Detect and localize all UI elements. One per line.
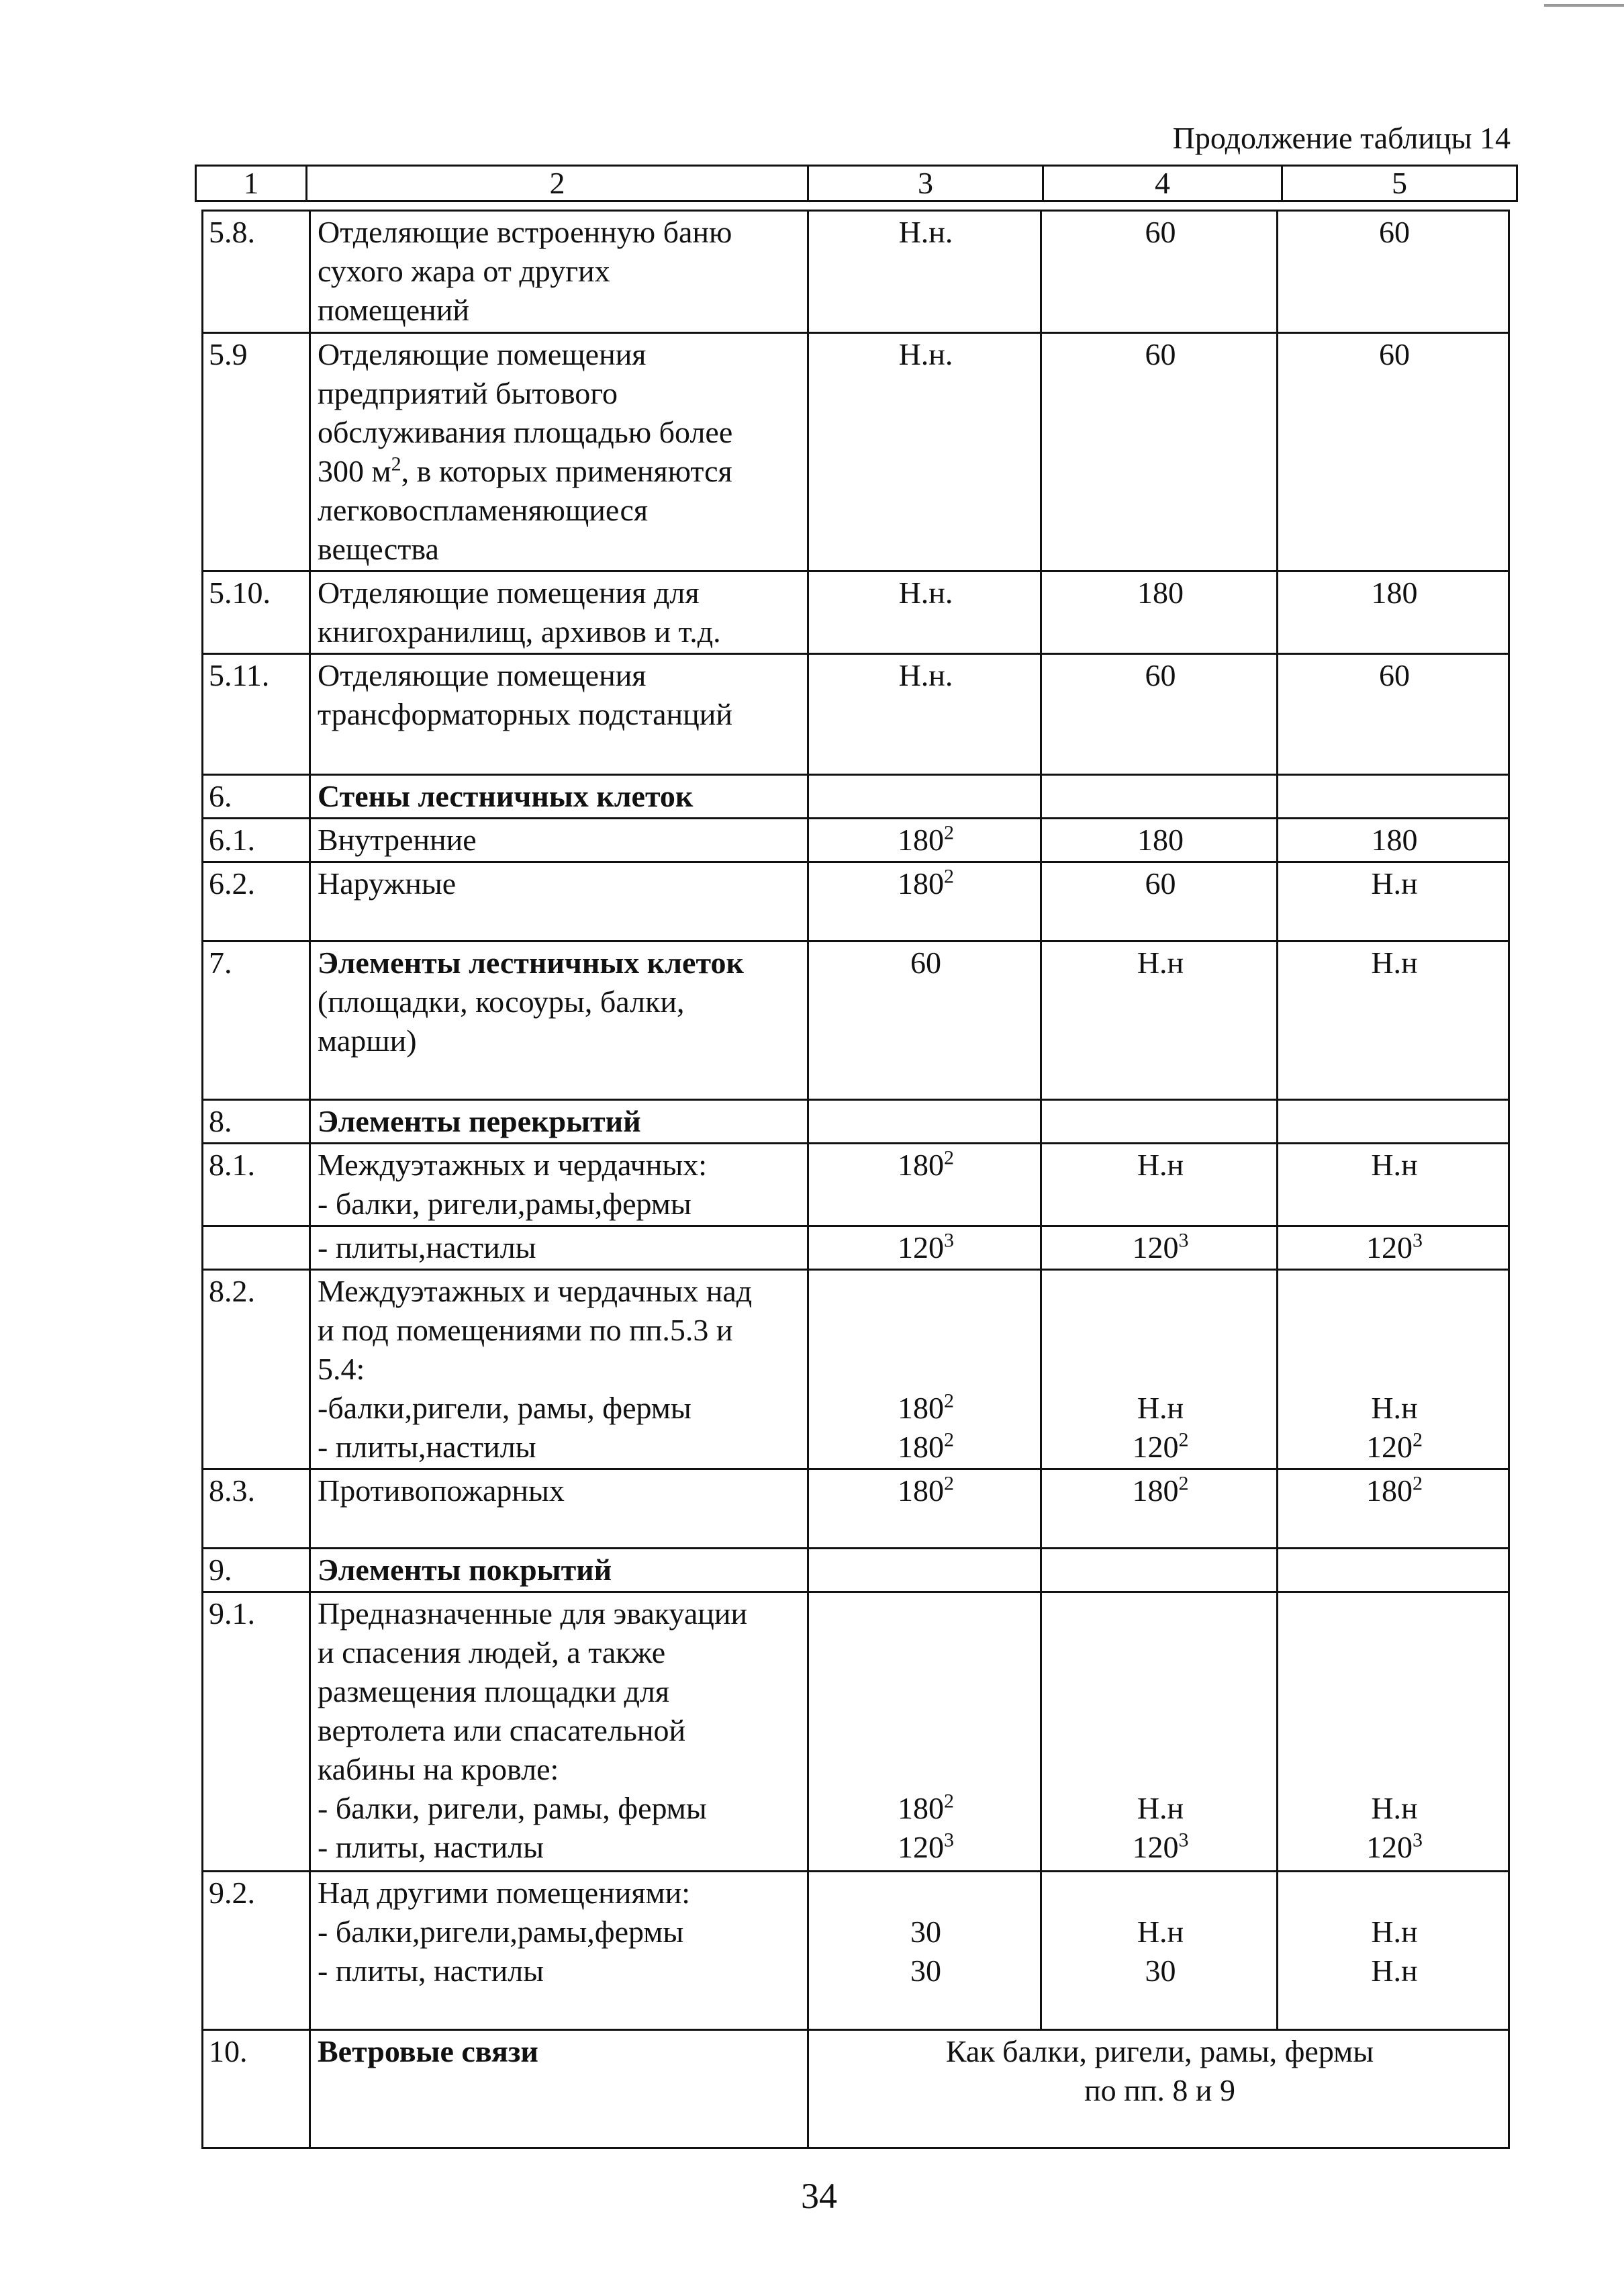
row-number [203, 1226, 310, 1270]
value-line: Н.н [1371, 1954, 1418, 1988]
description-line: Предназначенные для эвакуации [318, 1596, 748, 1631]
value-line: $180^2$ [898, 865, 954, 901]
value-line [1049, 1874, 1272, 1913]
value-line: $180^2$ [1366, 1472, 1423, 1508]
value-c5 [1278, 1469, 1509, 1549]
value-line: $120^2$ [1132, 1428, 1189, 1464]
value-line: 180 [1137, 823, 1184, 857]
table-row [203, 1144, 1509, 1226]
value-c5 [1278, 1270, 1509, 1469]
merged-value-line: по пп. 8 и 9 [1084, 2073, 1235, 2107]
value-c4 [1041, 775, 1278, 819]
value-c4 [1041, 333, 1278, 571]
row-description [310, 775, 808, 819]
row-number: 8.3. [203, 1469, 310, 1549]
table-row [203, 942, 1509, 1100]
row-description: Ветровые связи [310, 2030, 808, 2148]
description-line: - плиты, настилы [318, 1954, 544, 1988]
value-line: Н.н. [898, 658, 953, 692]
row-number: 9. [203, 1549, 310, 1592]
value-line: $120^3$ [1366, 1229, 1423, 1265]
header-col-4: 4 [1043, 166, 1282, 201]
value-line [1049, 1311, 1272, 1350]
value-line: $120^2$ [1366, 1428, 1423, 1464]
description-line: Противопожарных [318, 1473, 565, 1508]
value-line [1049, 1594, 1272, 1633]
value-c5 [1278, 775, 1509, 819]
value-line: 60 [1145, 215, 1176, 249]
value-c4 [1041, 942, 1278, 1100]
description-line: - плиты,настилы [318, 1430, 536, 1464]
value-line [816, 1750, 1036, 1789]
value-c4 [1041, 571, 1278, 654]
value-c4 [1041, 1144, 1278, 1226]
description-line: - балки, ригели, рамы, фермы [318, 1791, 707, 1825]
row-number: 8. [203, 1100, 310, 1144]
value-line: Н.н. [898, 337, 953, 371]
value-line [1049, 1750, 1272, 1789]
page-number: 34 [801, 2176, 837, 2216]
value-line: 60 [1379, 337, 1410, 371]
value-line [1049, 1272, 1272, 1311]
description-line: Междуэтажных и чердачных: [318, 1148, 708, 1182]
value-c3 [808, 333, 1041, 571]
description-line: Отделяющие помещения для [318, 576, 700, 610]
value-line: $120^3$ [898, 1829, 954, 1864]
description-line: марши) [318, 1023, 417, 1058]
description-line: Отделяющие встроенную баню [318, 215, 732, 249]
value-line [816, 1594, 1036, 1633]
row-description [310, 1144, 808, 1226]
value-line: Н.н. [898, 215, 953, 249]
value-c3 [808, 211, 1041, 333]
row-description [310, 1100, 808, 1144]
description-line: помещений [318, 293, 469, 327]
value-c3 [808, 1549, 1041, 1592]
fire-resistance-table [201, 210, 1510, 2149]
row-number: 5.11. [203, 654, 310, 775]
value-c5 [1278, 819, 1509, 862]
value-line [1049, 1711, 1272, 1750]
table-row [203, 1872, 1509, 2030]
value-line: $180^2$ [898, 1472, 954, 1508]
value-line: 180 [1371, 823, 1418, 857]
value-c5 [1278, 1144, 1509, 1226]
value-line: $120^3$ [1132, 1229, 1189, 1265]
value-c5 [1278, 1100, 1509, 1144]
table-row [203, 2030, 1509, 2148]
row-number: 8.2. [203, 1270, 310, 1469]
description-line: - плиты,настилы [318, 1230, 536, 1265]
value-line: $180^2$ [898, 1389, 954, 1425]
value-line: $180^2$ [898, 1428, 954, 1464]
description-line: Наружные [318, 866, 457, 901]
description-line: Элементы покрытий [318, 1553, 612, 1587]
description-line: и спасения людей, а также [318, 1635, 666, 1669]
value-line [1285, 1633, 1504, 1672]
row-number: 9.1. [203, 1592, 310, 1872]
table-row [203, 775, 1509, 819]
table-row [203, 654, 1509, 775]
value-c4 [1041, 1226, 1278, 1270]
value-c3 [808, 1226, 1041, 1270]
value-line: 30 [910, 1954, 941, 1988]
value-line: $180^2$ [898, 1790, 954, 1825]
value-line [816, 1551, 1036, 1590]
description-line: кабины на кровле: [318, 1752, 559, 1786]
header-col-3: 3 [808, 166, 1043, 201]
description-line: Внутренние [318, 823, 477, 857]
value-c3 [808, 571, 1041, 654]
value-line: Н.н [1371, 1148, 1418, 1182]
value-line [1285, 1551, 1504, 1590]
description-line: и под помещениями по пп.5.3 и [318, 1313, 733, 1347]
header-col-1: 1 [196, 166, 307, 201]
description-line: Отделяющие помещения [318, 337, 647, 371]
value-line: 60 [1145, 658, 1176, 692]
value-c5 [1278, 1549, 1509, 1592]
table-row [203, 333, 1509, 571]
value-line: $180^2$ [1132, 1472, 1189, 1508]
value-c4 [1041, 1872, 1278, 2030]
value-line: Н.н [1371, 1791, 1418, 1825]
value-line [816, 1633, 1036, 1672]
value-c3 [808, 775, 1041, 819]
row-description [310, 819, 808, 862]
value-c3 [808, 942, 1041, 1100]
value-line [816, 1711, 1036, 1750]
value-line: 60 [1379, 215, 1410, 249]
value-c3 [808, 862, 1041, 942]
description-line: вещества [318, 532, 439, 566]
value-c5 [1278, 1226, 1509, 1270]
row-description [310, 1226, 808, 1270]
value-line: $120^3$ [898, 1229, 954, 1265]
value-line: Н.н [1371, 1915, 1418, 1949]
table-row [203, 1469, 1509, 1549]
description-line: 5.4: [318, 1352, 365, 1386]
row-number: 5.9 [203, 333, 310, 571]
value-line: Н.н [1137, 946, 1184, 980]
row-description [310, 333, 808, 571]
row-number: 6.1. [203, 819, 310, 862]
row-description [310, 862, 808, 942]
value-c5 [1278, 1872, 1509, 2030]
column-number-header [195, 165, 1518, 202]
value-line: 180 [1371, 576, 1418, 610]
value-line [1285, 1311, 1504, 1350]
value-c4 [1041, 654, 1278, 775]
row-number: 6. [203, 775, 310, 819]
value-line: $180^2$ [898, 821, 954, 857]
row-description [310, 654, 808, 775]
value-c5 [1278, 1592, 1509, 1872]
value-line [1285, 1750, 1504, 1789]
row-description [310, 1549, 808, 1592]
row-number: 6.2. [203, 862, 310, 942]
value-line [1285, 777, 1504, 816]
value-c5 [1278, 333, 1509, 571]
value-line: 60 [1379, 658, 1410, 692]
value-c3 [808, 654, 1041, 775]
row-number: 8.1. [203, 1144, 310, 1226]
value-c4 [1041, 1549, 1278, 1592]
value-c3 [808, 819, 1041, 862]
scan-edge-mark [1544, 4, 1624, 7]
value-line [816, 1672, 1036, 1711]
value-line: 60 [1145, 337, 1176, 371]
row-description [310, 1872, 808, 2030]
row-description [310, 942, 808, 1100]
header-col-2: 2 [307, 166, 808, 201]
description-line: - балки, ригели,рамы,фермы [318, 1187, 691, 1221]
value-c5 [1278, 654, 1509, 775]
value-c5 [1278, 571, 1509, 654]
value-c3 [808, 1100, 1041, 1144]
description-line: - плиты, настилы [318, 1830, 544, 1864]
value-c4 [1041, 1100, 1278, 1144]
value-line: 30 [910, 1915, 941, 1949]
value-line: Н.н [1137, 1148, 1184, 1182]
value-line: $120^3$ [1366, 1829, 1423, 1864]
value-c5 [1278, 211, 1509, 333]
value-c3 [808, 1270, 1041, 1469]
value-line [1049, 1672, 1272, 1711]
table-row [203, 571, 1509, 654]
value-line [1285, 1102, 1504, 1141]
description-line: 300 $м^2$, в которых применяются [318, 453, 732, 488]
value-line: Н.н [1137, 1391, 1184, 1425]
description-line: легковоспламеняющиеся [318, 493, 649, 527]
row-description [310, 1469, 808, 1549]
description-line: - балки,ригели,рамы,фермы [318, 1915, 684, 1949]
value-line [816, 1350, 1036, 1389]
value-line [1285, 1672, 1504, 1711]
row-description [310, 211, 808, 333]
row-description [310, 1592, 808, 1872]
value-line [816, 777, 1036, 816]
value-c4 [1041, 819, 1278, 862]
value-line [816, 1874, 1036, 1913]
value-line: 60 [910, 946, 941, 980]
value-line [1285, 1272, 1504, 1311]
value-c4 [1041, 1270, 1278, 1469]
row-number: 5.8. [203, 211, 310, 333]
row-description [310, 571, 808, 654]
table-row [203, 1592, 1509, 1872]
value-c4 [1041, 1469, 1278, 1549]
value-line [1049, 1633, 1272, 1672]
value-c5 [1278, 862, 1509, 942]
description-line: Стены лестничных клеток [318, 779, 694, 813]
value-line [1049, 1551, 1272, 1590]
table-row [203, 1549, 1509, 1592]
table-row [203, 1270, 1509, 1469]
value-line: $180^2$ [898, 1146, 954, 1182]
value-c4 [1041, 1592, 1278, 1872]
table-row [203, 1100, 1509, 1144]
row-number: 7. [203, 942, 310, 1100]
value-line: Н.н [1371, 1391, 1418, 1425]
description-line: обслуживания площадью более [318, 415, 733, 449]
description-line: -балки,ригели, рамы, фермы [318, 1391, 691, 1425]
value-line [1285, 1350, 1504, 1389]
table-row [203, 1226, 1509, 1270]
description-line: сухого жара от других [318, 254, 610, 288]
row-number: 10. [203, 2030, 310, 2148]
value-line: 60 [1145, 866, 1176, 901]
value-c3 [808, 1872, 1041, 2030]
description-line: размещения площадки для [318, 1674, 669, 1708]
value-line [816, 1102, 1036, 1141]
header-col-5: 5 [1282, 166, 1517, 201]
value-line: Н.н [1371, 946, 1418, 980]
value-line [816, 1311, 1036, 1350]
value-line [1285, 1594, 1504, 1633]
value-c4 [1041, 211, 1278, 333]
value-line [1049, 1102, 1272, 1141]
description-line: трансформаторных подстанций [318, 697, 732, 731]
table-row [203, 819, 1509, 862]
value-c3 [808, 1592, 1041, 1872]
value-line [1285, 1874, 1504, 1913]
merged-value-line: Как балки, ригели, рамы, фермы [945, 2034, 1374, 2068]
value-line: Н.н [1371, 866, 1418, 901]
value-line [1285, 1711, 1504, 1750]
table-body [203, 211, 1509, 2148]
value-line [1049, 777, 1272, 816]
table-caption: Продолжение таблицы 14 [1172, 121, 1511, 155]
value-line [1049, 1350, 1272, 1389]
description-line: (площадки, косоуры, балки, [318, 984, 685, 1019]
value-c3 [808, 1469, 1041, 1549]
description-line: Отделяющие помещения [318, 658, 647, 692]
description-line: книгохранилищ, архивов и т.д. [318, 614, 721, 649]
table-row [203, 211, 1509, 333]
value-line: Н.н [1137, 1791, 1184, 1825]
row-number: 9.2. [203, 1872, 310, 2030]
value-line: 30 [1145, 1954, 1176, 1988]
description-line: Междуэтажных и чердачных над [318, 1274, 753, 1308]
description-line: Элементы перекрытий [318, 1104, 641, 1138]
value-line: Н.н. [898, 576, 953, 610]
value-c4 [1041, 862, 1278, 942]
description-line: Над другими помещениями: [318, 1876, 691, 1910]
row-number: 5.10. [203, 571, 310, 654]
table-row [203, 862, 1509, 942]
merged-value [808, 2030, 1509, 2148]
value-line: $120^3$ [1132, 1829, 1189, 1864]
description-line: Элементы лестничных клеток [318, 946, 744, 980]
description-line: предприятий бытового [318, 376, 618, 410]
value-c5 [1278, 942, 1509, 1100]
row-description [310, 1270, 808, 1469]
value-line: Н.н [1137, 1915, 1184, 1949]
description-line: вертолета или спасательной [318, 1713, 686, 1747]
value-line: 180 [1137, 576, 1184, 610]
value-line [816, 1272, 1036, 1311]
value-c3 [808, 1144, 1041, 1226]
